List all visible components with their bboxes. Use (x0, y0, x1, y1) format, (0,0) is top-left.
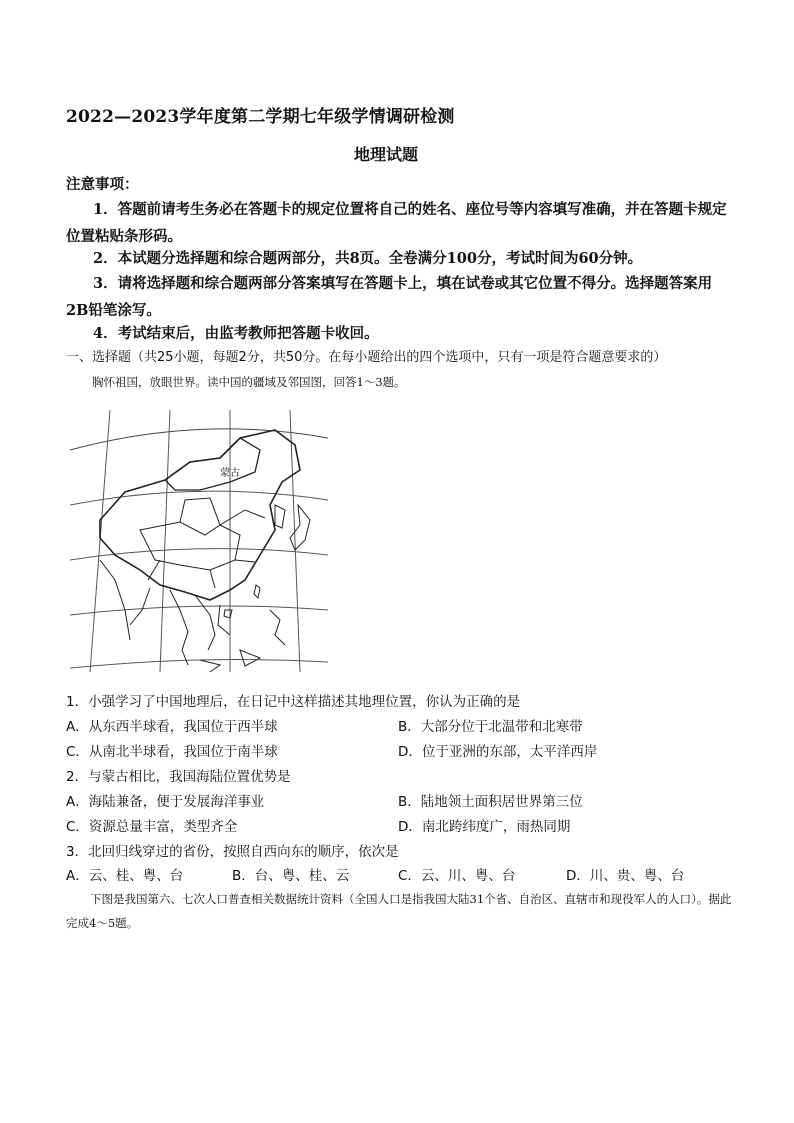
section-intro: 胸怀祖国，放眼世界。读中国的疆域及邻国图，回答1～3题。 (92, 375, 406, 389)
notice-item-2: 2．本试题分选择题和综合题两部分，共8页。全卷满分100分，考试时间为60分钟。 (93, 250, 643, 267)
exam-subject: 地理试题 (354, 145, 419, 164)
question-3-option-a: A．云、桂、粤、台 (66, 868, 184, 884)
question-1-option-c: C．从南北半球看，我国位于南半球 (66, 744, 278, 760)
exam-title: 2022—2023学年度第二学期七年级学情调研检测 (66, 107, 455, 127)
question-1-stem: 1．小强学习了中国地理后，在日记中这样描述其地理位置，你认为正确的是 (66, 694, 521, 710)
question-3-stem: 3．北回归线穿过的省份，按照自西向东的顺序，依次是 (66, 844, 399, 860)
question-1-option-a: A．从东西半球看，我国位于西半球 (66, 719, 278, 735)
map-label-mongolia: 蒙古 (220, 468, 240, 479)
question-3-option-b: B．台、粤、桂、云 (232, 868, 350, 884)
question-1-option-d: D．位于亚洲的东部，太平洋西岸 (398, 744, 598, 760)
map-drawing (70, 410, 328, 672)
population-intro: 下图是我国第六、七次人口普查相关数据统计资料（全国人口是指我国大陆31个省、自治区、直辖市和现役军人的人口）。据此完成4～5题。 (66, 892, 732, 930)
notice-item-3: 3．请将选择题和综合题两部分答案填写在答题卡上，填在试卷或其它位置不得分。选择题答案用2B铅笔涂写。 (66, 275, 713, 319)
notice-heading: 注意事项： (66, 176, 139, 193)
question-2-stem: 2．与蒙古相比，我国海陆位置优势是 (66, 769, 291, 785)
china-territory-map (70, 410, 328, 672)
question-2-option-a: A．海陆兼备，便于发展海洋事业 (66, 794, 265, 810)
question-1-option-b: B．大部分位于北温带和北寒带 (398, 719, 583, 735)
question-3-option-d: D．川、贵、粤、台 (566, 868, 685, 884)
notice-item-4: 4．考试结束后，由监考教师把答题卡收回。 (93, 325, 379, 342)
notice-item-1: 1．答题前请考生务必在答题卡的规定位置将自己的姓名、座位号等内容填写准确，并在答题卡规定位置粘贴条形码。 (66, 201, 727, 245)
question-2-option-b: B．陆地领土面积居世界第三位 (398, 794, 583, 810)
question-3-option-c: C．云、川、粤、台 (398, 868, 516, 884)
question-2-option-d: D．南北跨纬度广，雨热同期 (398, 819, 571, 835)
section-heading: 一、选择题（共25小题，每题2分，共50分。在每小题给出的四个选项中，只有一项是符合题意要求的） (66, 350, 667, 365)
question-2-option-c: C．资源总量丰富，类型齐全 (66, 819, 238, 835)
